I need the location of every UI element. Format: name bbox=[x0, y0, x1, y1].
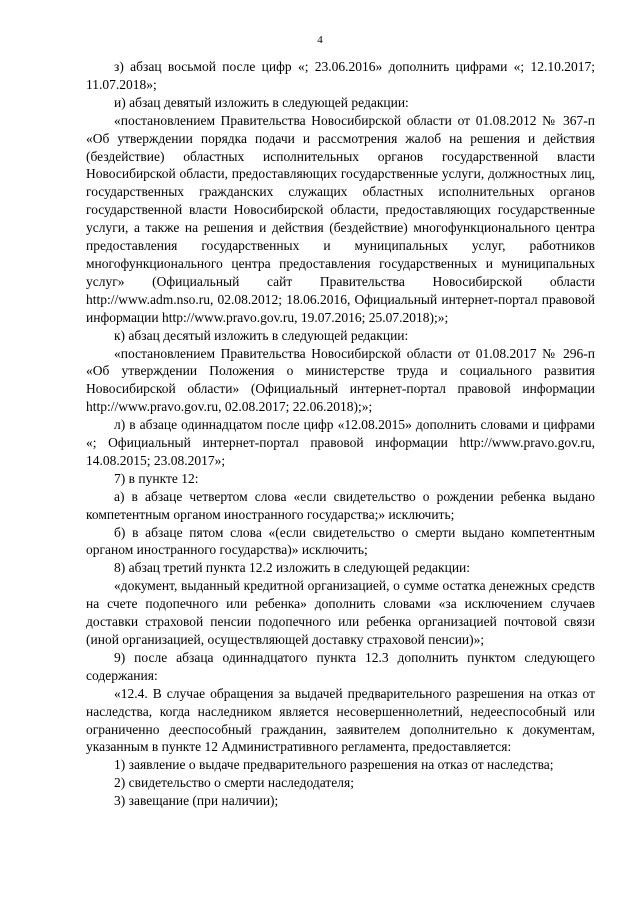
paragraph: л) в абзаце одиннадцатом после цифр «12.08.2015» дополнить словами и цифрами «; Официальный интернет-портал правовой информации http://www.pravo.gov.ru, 14.08.2015; 23.08.2017»; bbox=[86, 417, 595, 468]
paragraph: 2) свидетельство о смерти наследодателя; bbox=[114, 775, 354, 791]
paragraph: к) абзац десятый изложить в следующей редакции: bbox=[114, 327, 409, 343]
paragraph: 3) завещание (при наличии); bbox=[114, 793, 279, 809]
paragraph: «постановлением Правительства Новосибирской области от 01.08.2017 № 296-п «Об утверждении Положения о министерстве труда и социального развития Новосибирской области» (Официальный интернет-портал правовой информации http://www.pravo.gov.ru, 02.08.2017; 22.06.2018);»; bbox=[86, 345, 595, 415]
paragraph: 1) заявление о выдаче предварительного разрешения на отказ от наследства; bbox=[114, 757, 554, 773]
paragraph: «постановлением Правительства Новосибирской области от 01.08.2012 № 367-п «Об утверждении порядка подачи и рассмотрения жалоб на решения и действия (бездействие) областных исполнительных органов государственной власти Новосибирской области, предоставляющих государственные услуги, должностных лиц, государственных гражданских служащих областных исполнительных органов государственной власти Новосибирской области, предоставляющих государственные услуги, а также на решения и действия (бездействие) многофункционального центра предоставления государственных и муниципальных услуг, работников многофункционального центра предоставления государственных и муниципальных услуг» (Официальный сайт Правительства Новосибирской области http://www.adm.nso.ru, 02.08.2012; 18.06.2016, Официальный интернет-портал правовой информации http://www.pravo.gov.ru, 19.07.2016; 25.07.2018);»; bbox=[86, 112, 595, 325]
paragraph: 9) после абзаца одиннадцатого пункта 12.3 дополнить пунктом следующего содержания: bbox=[86, 649, 595, 683]
paragraph: 7) в пункте 12: bbox=[114, 470, 199, 486]
paragraph: а) в абзаце четвертом слова «если свидетельство о рождении ребенка выдано компетентным органом иностранного государства;» исключить; bbox=[86, 488, 595, 522]
document-body bbox=[86, 58, 595, 810]
paragraph: з) абзац восьмой после цифр «; 23.06.2016» дополнить цифрами «; 12.10.2017; 11.07.2018»; bbox=[86, 59, 595, 92]
paragraph: «12.4. В случае обращения за выдачей предварительного разрешения на отказ от наследства, когда наследником является несовершеннолетний, недееспособный или ограниченно дееспособный гражданин, заявителем дополнительно к документам, указанным в пункте 12 Административного регламента, предоставляется: bbox=[86, 685, 595, 755]
paragraph: 8) абзац третий пункта 12.2 изложить в следующей редакции: bbox=[114, 560, 471, 576]
page-number: 4 bbox=[317, 34, 323, 46]
paragraph: и) абзац девятый изложить в следующей редакции: bbox=[114, 94, 409, 110]
paragraph: б) в абзаце пятом слова «(если свидетельство о смерти выдано компетентным органом иностранного государства)» исключить; bbox=[86, 524, 595, 558]
paragraph: «документ, выданный кредитной организацией, о сумме остатка денежных средств на счете подопечного или ребенка» дополнить словами «за исключением случаев доставки страховой пенсии подопечного или ребенка организацией почтовой связи (иной организацией, осуществляющей доставку страховой пенсии)»; bbox=[86, 578, 595, 647]
